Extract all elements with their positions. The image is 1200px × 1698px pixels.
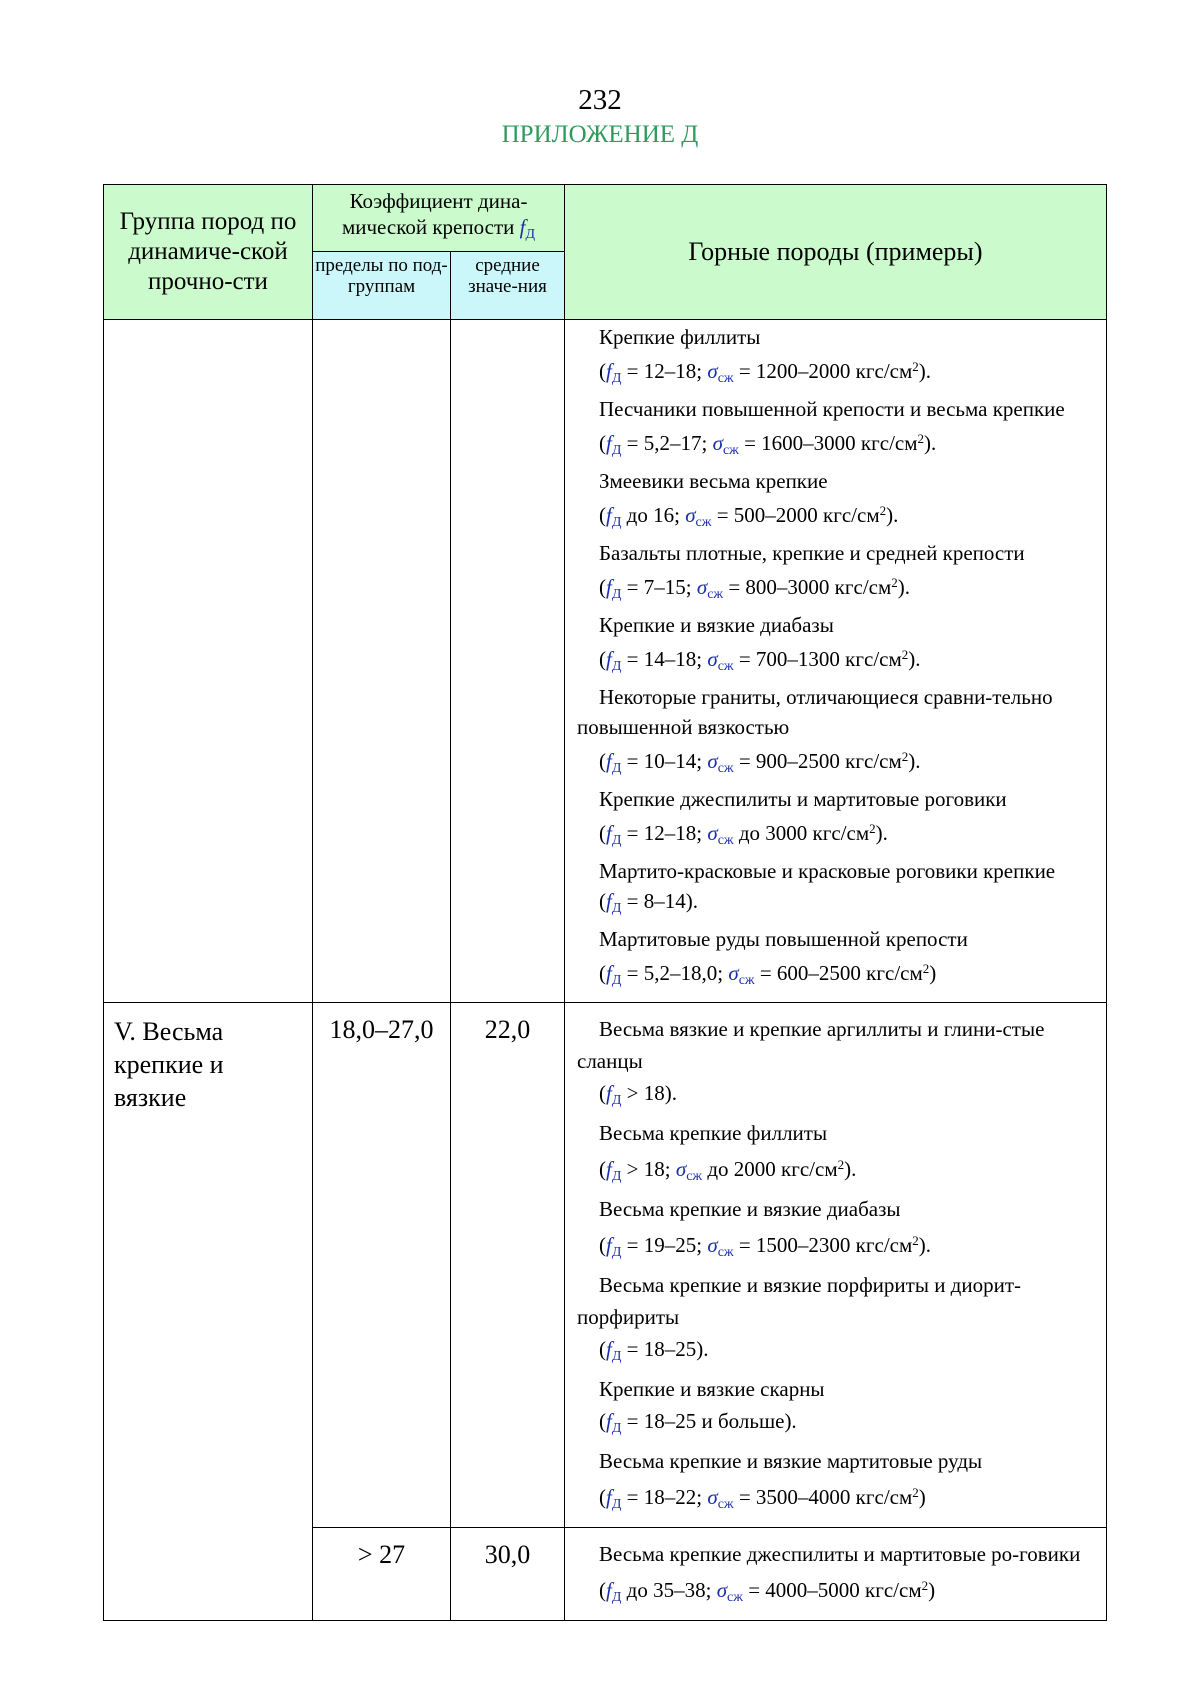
range-cell xyxy=(313,320,451,1003)
header-group: Группа пород по динамиче-ской прочно-сти xyxy=(104,185,313,320)
example-params: ($f_Д = 18-25$ и больше). xyxy=(599,1409,797,1436)
fd-symbol: $f_Д$ xyxy=(519,215,536,242)
example-params: ($f_Д = 18-22$; $\sigma_{сж} = 3500-4000$ кгс/$см^2$) xyxy=(599,1485,926,1512)
example-params: ($f_Д = 7-15$; $\sigma_{сж} = 800-3000$ кгс/$см^2$). xyxy=(599,575,911,602)
header-rocks: Горные породы (примеры) xyxy=(565,185,1107,320)
example-name: Крепкие филлиты xyxy=(599,325,761,349)
header-coefficient xyxy=(313,185,565,252)
example-name: Базальты плотные, крепкие и средней крепости xyxy=(599,541,1025,565)
example-name: Некоторые граниты, отличающиеся сравни-тельно повышенной вязкостью xyxy=(577,685,1053,739)
example-params: ($f_Д$ до 35–38; $\sigma_{сж} = 4000-5000$ кгс/$см^2$) xyxy=(599,1578,936,1605)
header-coefficient-text: Коэффициент дина-мической крепости xyxy=(341,189,528,239)
rock-strength-table xyxy=(103,184,1107,1621)
examples-cell xyxy=(565,320,1107,1003)
example-name: Крепкие и вязкие скарны xyxy=(599,1377,825,1401)
example-params: ($f_Д = 10-14$; $\sigma_{сж} = 900-2500$ кгс/$см^2$). xyxy=(599,749,921,776)
group-cell xyxy=(104,320,313,1003)
appendix-title: ПРИЛОЖЕНИЕ Д xyxy=(501,121,699,148)
example-name: Крепкие джеспилиты и мартитовые роговики xyxy=(599,787,1007,811)
example-name: Крепкие и вязкие диабазы xyxy=(599,613,834,637)
table-row xyxy=(104,320,1107,1003)
example-params: ($f_Д = 14-18$; $\sigma_{сж} = 700-1300$ кгс/$см^2$). xyxy=(599,647,921,674)
example-name: Весьма крепкие джеспилиты и мартитовые ро-говики xyxy=(599,1542,1081,1566)
example-params: $(f_Д > 18)$. xyxy=(599,1081,677,1108)
example-name: Песчаники повышенной крепости и весьма крепкие xyxy=(599,397,1065,421)
header-sub-avg: средние значе-ния xyxy=(451,252,565,320)
avg-cell xyxy=(451,320,565,1003)
example-params: $(f_Д = 18-25)$. xyxy=(599,1337,709,1364)
group-cell: V. Весьма крепкие и вязкие xyxy=(104,1003,313,1621)
range-cell: > 27 xyxy=(313,1528,451,1621)
example-name: Весьма крепкие и вязкие мартитовые руды xyxy=(599,1449,983,1473)
table-row xyxy=(104,1003,1107,1528)
avg-cell: 30,0 xyxy=(451,1528,565,1621)
example-name: Змеевики весьма крепкие xyxy=(599,469,828,493)
example-name: Мартито-красковые и красковые роговики крепкие xyxy=(599,859,1056,883)
examples-cell xyxy=(565,1528,1107,1621)
avg-cell: 22,0 xyxy=(451,1003,565,1528)
example-name: Весьма крепкие филлиты xyxy=(599,1121,828,1145)
example-params: $(f_Д = 8-14)$. xyxy=(599,889,698,916)
range-cell: 18,0–27,0 xyxy=(313,1003,451,1528)
example-params: ($f_Д = 12-18$; $\sigma_{сж}$ до 3000 кгс/$см^2$). xyxy=(599,821,888,848)
header-sub-ranges: пределы по под-группам xyxy=(313,252,451,320)
example-name: Весьма крепкие и вязкие порфириты и диорит-порфириты xyxy=(577,1273,1022,1329)
examples-cell xyxy=(565,1003,1107,1528)
example-params: ($f_Д = 5,2-18,0$; $\sigma_{сж} = 600-2500$ кгс/$см^2$) xyxy=(599,961,937,988)
example-params: ($f_Д$ до 16; $\sigma_{сж} = 500-2000$ кгс/$см^2$). xyxy=(599,503,899,530)
page-number: 232 xyxy=(578,84,622,116)
example-params: ($f_Д > 18$; $\sigma_{сж}$ до 2000 кгс/$см^2$). xyxy=(599,1157,857,1184)
example-name: Весьма крепкие и вязкие диабазы xyxy=(599,1197,901,1221)
example-params: ($f_Д = 19-25$; $\sigma_{сж} = 1500-2300$ кгс/$см^2$). xyxy=(599,1233,932,1260)
example-params: ($f_Д = 12-18$; $\sigma_{сж} = 1200-2000$ кгс/$см^2$). xyxy=(599,359,932,386)
example-name: Мартитовые руды повышенной крепости xyxy=(599,927,968,951)
example-name: Весьма вязкие и крепкие аргиллиты и глини-стые сланцы xyxy=(577,1017,1045,1073)
example-params: ($f_Д = 5,2-17$; $\sigma_{сж} = 1600-3000$ кгс/$см^2$). xyxy=(599,431,937,458)
